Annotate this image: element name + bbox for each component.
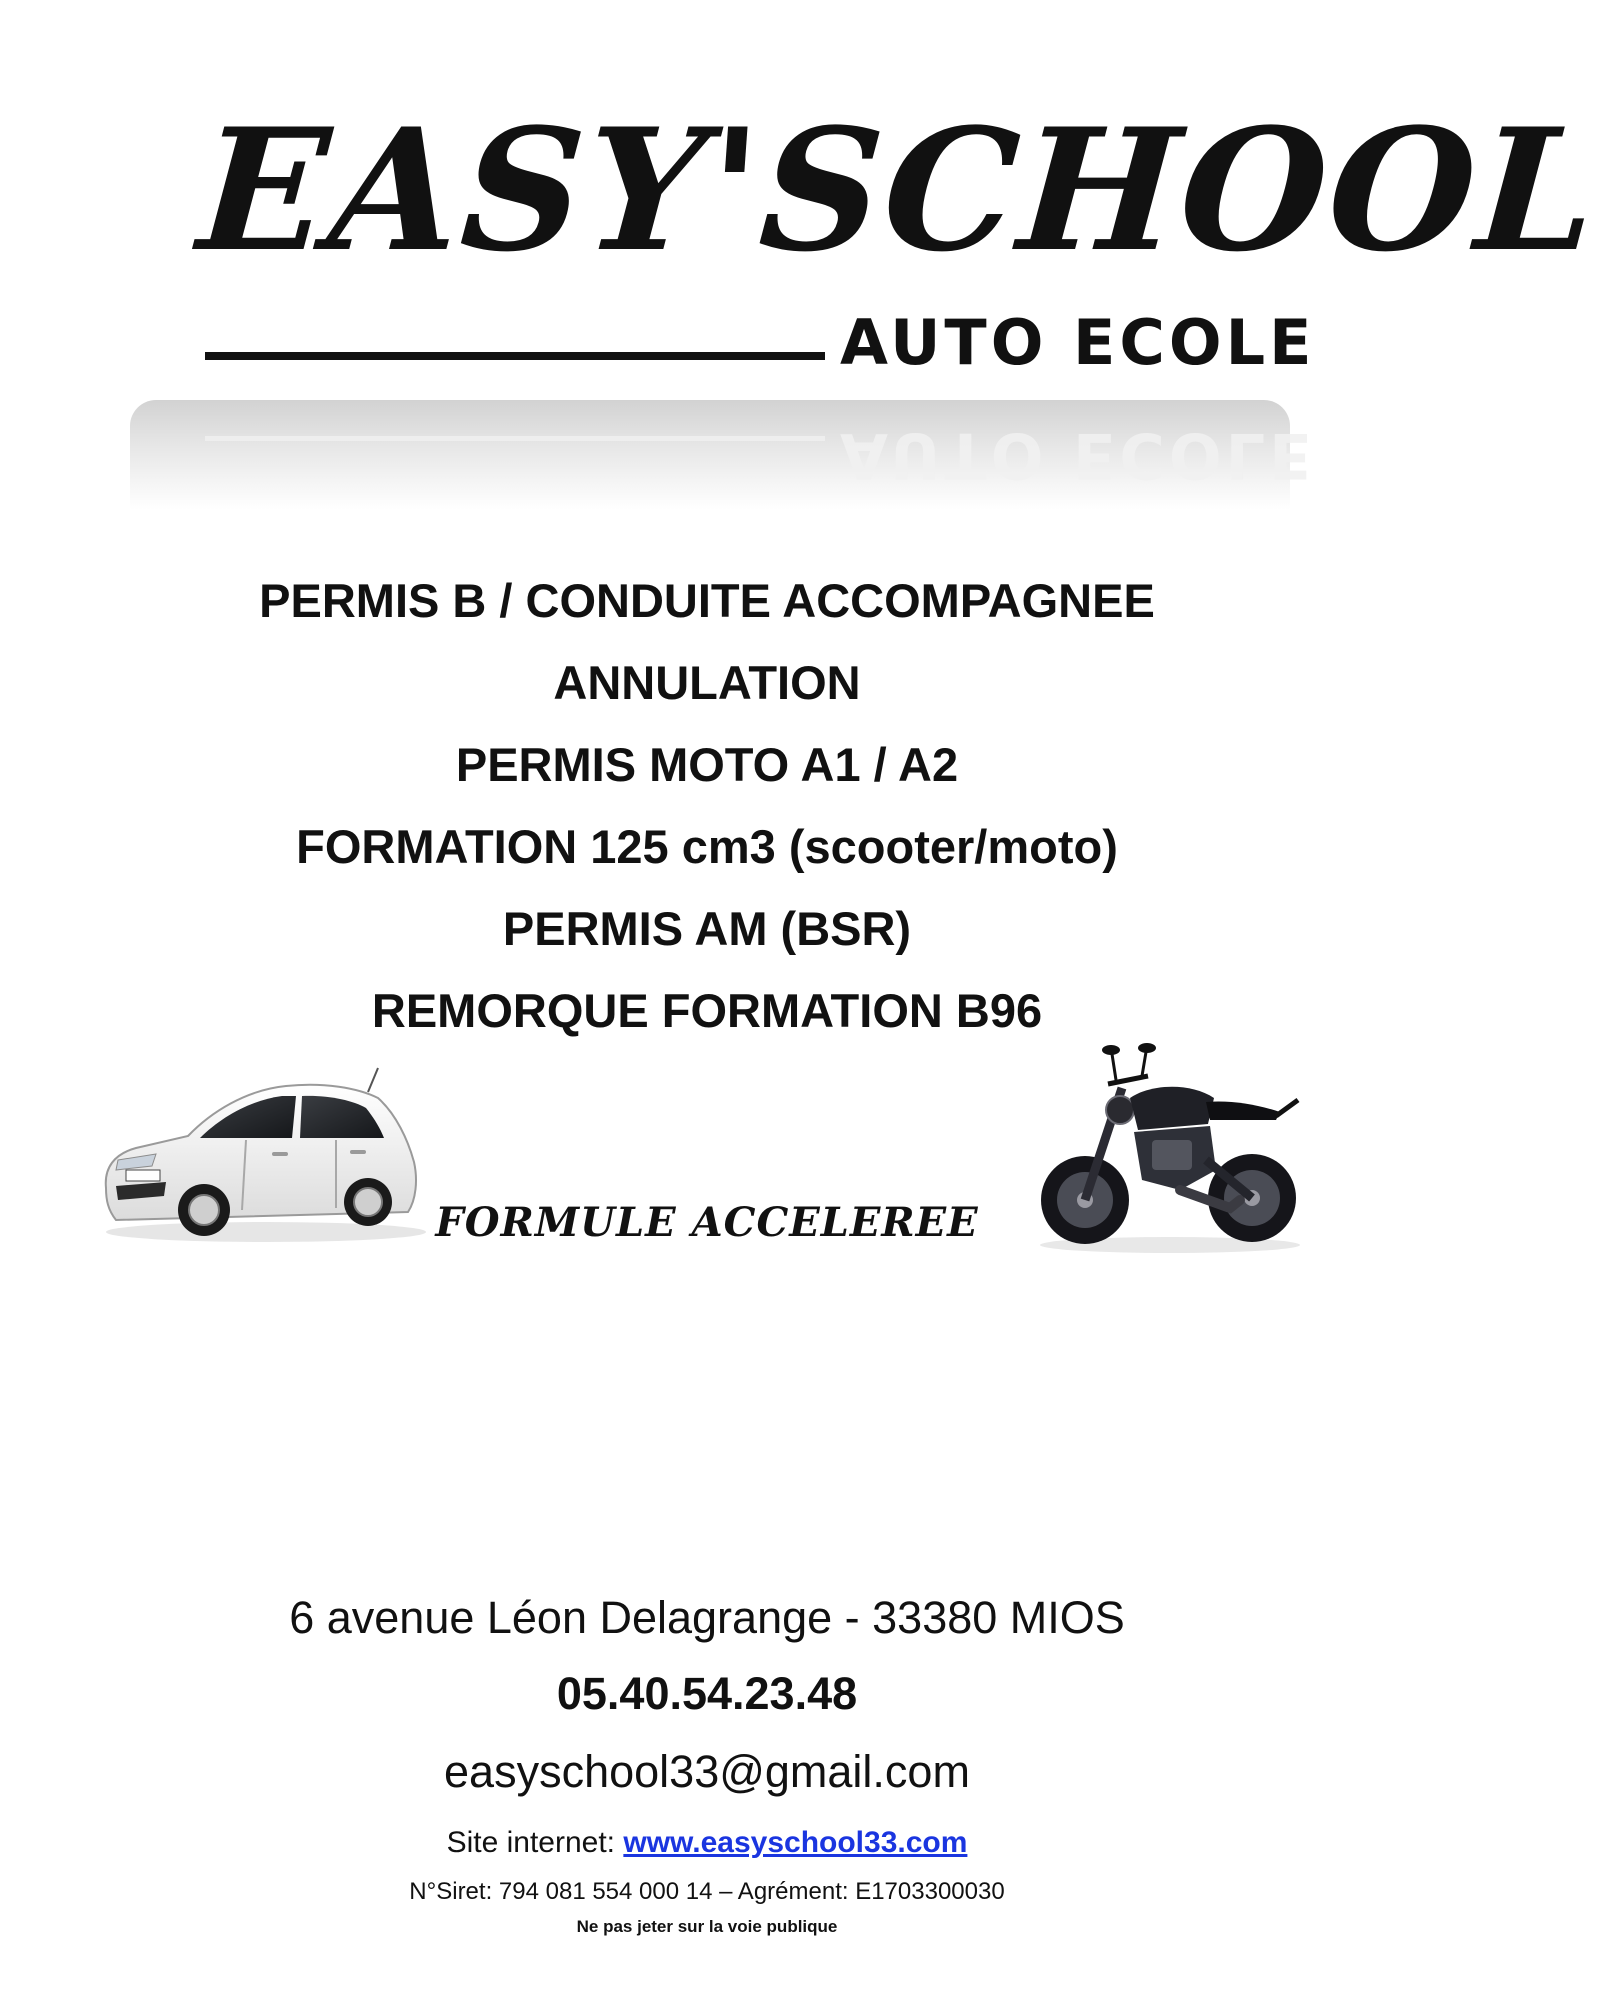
formule-acceleree: FORMULE ACCELEREE [435,1199,979,1246]
service-item: PERMIS B / CONDUITE ACCOMPAGNEE [259,574,1155,627]
service-item: PERMIS MOTO A1 / A2 [455,738,959,791]
address: 6 avenue Léon Delagrange - 33380 MIOS [289,1592,1125,1643]
website-link[interactable]: www.easyschool33.com [623,1826,968,1859]
services-list [100,560,1314,1052]
disposal-notice: Ne pas jeter sur la voie publique [576,1917,838,1936]
service-item: FORMATION 125 cm3 (scooter/moto) [296,820,1118,873]
logo-underline [205,352,825,360]
phone-number: 05.40.54.23.48 [556,1668,858,1719]
siret-agrement: N°Siret: 794 081 554 000 14 – Agrément: E1703300030 [409,1878,1005,1905]
contact-block [100,1580,1314,1942]
service-item: REMORQUE FORMATION B96 [371,984,1043,1037]
logo-reflection-text: AUTO ECOLE [840,419,1316,492]
logo [130,70,1605,510]
logo-title: EASY'SCHOOL [193,91,1605,289]
logo-reflection [130,400,1316,510]
email-address: easyschool33@gmail.com [444,1746,970,1797]
website-line [100,1818,1314,1868]
service-item: ANNULATION [553,656,861,709]
logo-reflection-line [205,436,825,441]
website-label: Site internet: [446,1826,624,1859]
service-item: PERMIS AM (BSR) [502,902,912,955]
logo-subtitle: AUTO ECOLE [840,306,1316,379]
